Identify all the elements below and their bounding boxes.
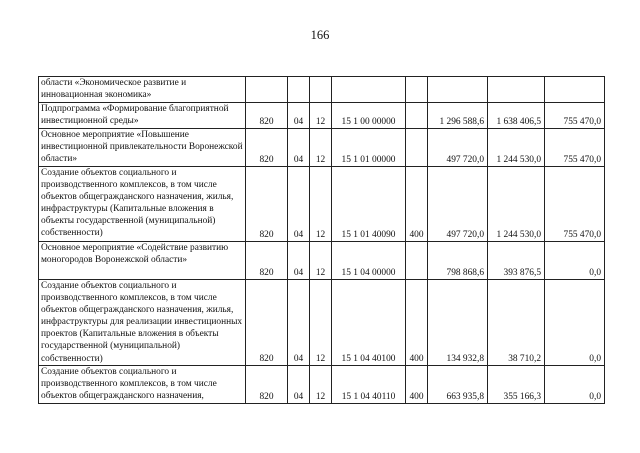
expense-type	[406, 242, 428, 280]
expense-type: 400	[406, 366, 428, 404]
expense-type	[406, 77, 428, 103]
subsection-code: 12	[310, 242, 332, 280]
expense-type: 400	[406, 167, 428, 242]
row-name: Подпрограмма «Формирование благоприятной инвестиционной среды»	[39, 103, 246, 129]
expense-type	[406, 129, 428, 167]
row-name: Создание объектов социального и производственного комплексов, в том числе объектов общегражданского назначения, жилья, инфраструктуры (Капитальные вложения в объекты государственной (муниципальной) собственности)	[39, 167, 246, 242]
expense-type	[406, 103, 428, 129]
table-row	[39, 242, 605, 280]
amount-2021: 0,0	[545, 366, 605, 404]
row-name: Основное мероприятие «Повышение инвестиционной привлекательности Воронежской области»	[39, 129, 246, 167]
table-row	[39, 103, 605, 129]
amount-2019: 798 868,6	[428, 242, 488, 280]
budget-table	[38, 76, 605, 404]
target-code: 15 1 00 00000	[332, 103, 406, 129]
amount-2021: 755 470,0	[545, 103, 605, 129]
section-code: 04	[288, 129, 310, 167]
row-name: Создание объектов социального и производственного комплексов, в том числе объектов общегражданского назначения, жилья, инфраструктуры для реализации инвестиционных проектов (Капитальные вложения в объекты государственной (муниципальной) собственности)	[39, 280, 246, 366]
ministry-code	[246, 77, 288, 103]
amount-2021: 0,0	[545, 242, 605, 280]
subsection-code: 12	[310, 366, 332, 404]
ministry-code: 820	[246, 103, 288, 129]
section-code: 04	[288, 167, 310, 242]
section-code: 04	[288, 242, 310, 280]
amount-2019: 497 720,0	[428, 167, 488, 242]
amount-2020: 1 638 406,5	[488, 103, 545, 129]
row-name: области «Экономическое развитие и инновационная экономика»	[39, 77, 246, 103]
amount-2020: 1 244 530,0	[488, 129, 545, 167]
target-code: 15 1 01 00000	[332, 129, 406, 167]
section-code: 04	[288, 103, 310, 129]
amount-2021: 755 470,0	[545, 167, 605, 242]
ministry-code: 820	[246, 280, 288, 366]
amount-2019	[428, 77, 488, 103]
subsection-code: 12	[310, 103, 332, 129]
target-code: 15 1 01 40090	[332, 167, 406, 242]
amount-2021: 0,0	[545, 280, 605, 366]
amount-2020: 38 710,2	[488, 280, 545, 366]
amount-2020: 355 166,3	[488, 366, 545, 404]
amount-2019: 1 296 588,6	[428, 103, 488, 129]
amount-2021: 755 470,0	[545, 129, 605, 167]
ministry-code: 820	[246, 129, 288, 167]
row-name: Создание объектов социального и производственного комплексов, в том числе объектов общегражданского назначения,	[39, 366, 246, 404]
amount-2019: 497 720,0	[428, 129, 488, 167]
amount-2020	[488, 77, 545, 103]
table-row	[39, 129, 605, 167]
table-row	[39, 167, 605, 242]
target-code: 15 1 04 00000	[332, 242, 406, 280]
section-code: 04	[288, 280, 310, 366]
subsection-code: 12	[310, 167, 332, 242]
table-row	[39, 77, 605, 103]
table-row	[39, 366, 605, 404]
subsection-code: 12	[310, 280, 332, 366]
page-number: 166	[310, 28, 330, 42]
target-code	[332, 77, 406, 103]
subsection-code	[310, 77, 332, 103]
target-code: 15 1 04 40110	[332, 366, 406, 404]
amount-2021	[545, 77, 605, 103]
amount-2019: 134 932,8	[428, 280, 488, 366]
ministry-code: 820	[246, 167, 288, 242]
ministry-code: 820	[246, 242, 288, 280]
amount-2019: 663 935,8	[428, 366, 488, 404]
subsection-code: 12	[310, 129, 332, 167]
section-code: 04	[288, 366, 310, 404]
amount-2020: 393 876,5	[488, 242, 545, 280]
table-row	[39, 280, 605, 366]
target-code: 15 1 04 40100	[332, 280, 406, 366]
section-code	[288, 77, 310, 103]
expense-type: 400	[406, 280, 428, 366]
ministry-code: 820	[246, 366, 288, 404]
amount-2020: 1 244 530,0	[488, 167, 545, 242]
row-name: Основное мероприятие «Содействие развитию моногородов Воронежской области»	[39, 242, 246, 280]
